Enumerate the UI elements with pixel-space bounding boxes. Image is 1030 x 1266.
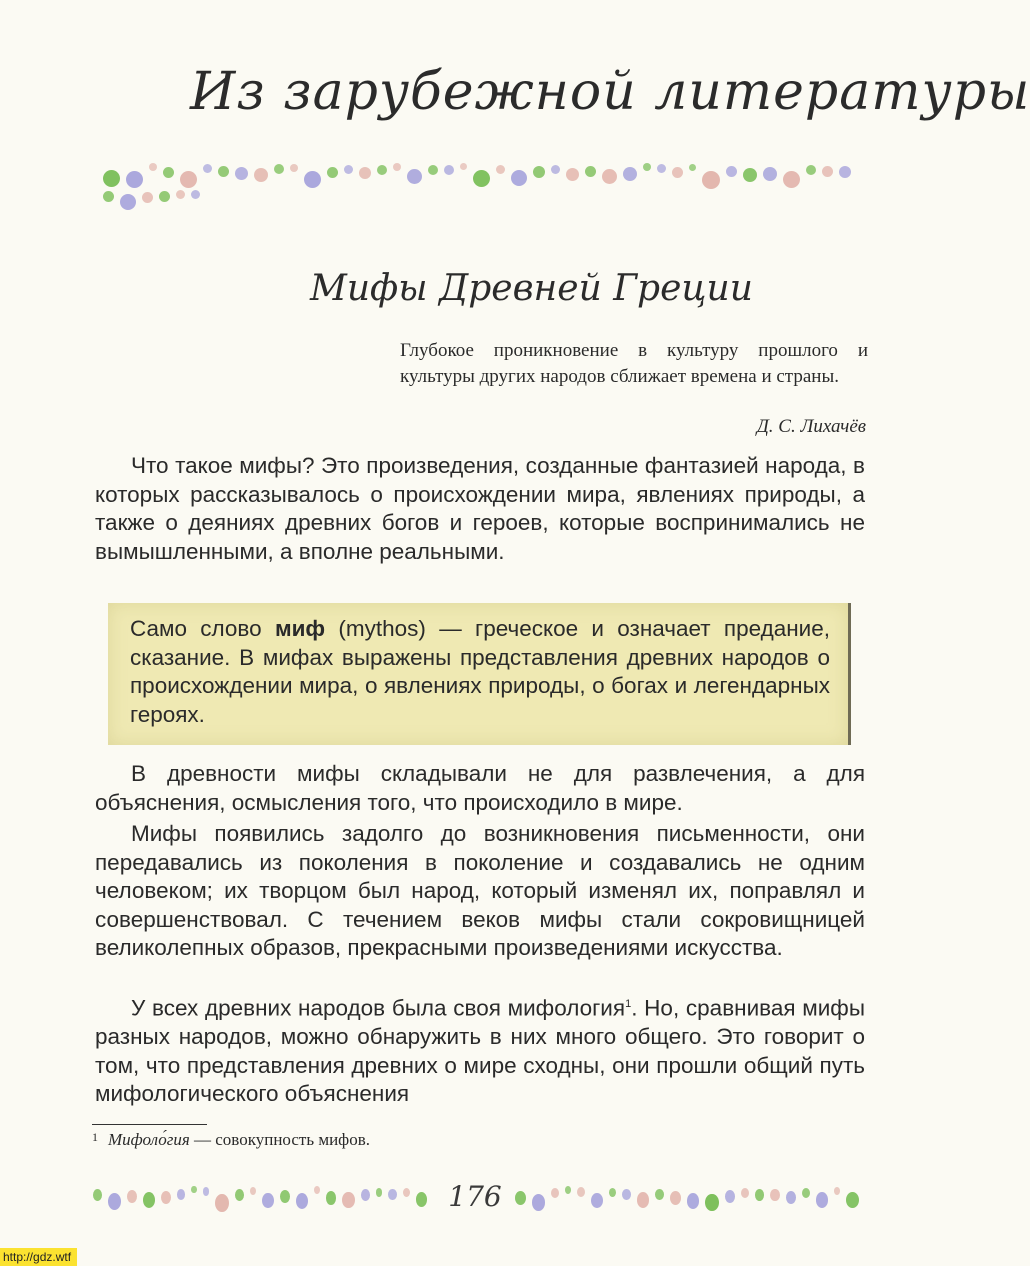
decorative-dot <box>416 1192 427 1207</box>
decorative-dot <box>741 1188 749 1198</box>
decorative-dot <box>816 1192 829 1208</box>
paragraph-purpose: В древности мифы складывали не для развлечения, а для объяснения, осмысления того, что происходило в мире. <box>95 761 865 815</box>
decorative-dot <box>203 164 212 173</box>
page-number: 176 <box>448 1180 502 1213</box>
decorative-dot <box>359 167 371 179</box>
decorative-dot <box>622 1189 631 1200</box>
decorative-dot <box>515 1191 526 1205</box>
decorative-dot <box>602 169 617 184</box>
footnote-definition: — совокупность мифов. <box>189 1130 370 1149</box>
decorative-dot <box>103 170 120 187</box>
decorative-dot <box>327 167 338 178</box>
decorative-dot <box>161 1191 171 1204</box>
decorative-dot <box>591 1193 603 1208</box>
decorative-dot <box>672 167 683 178</box>
decorative-dot <box>687 1193 700 1209</box>
decorative-dot <box>177 1189 185 1200</box>
decorative-dot <box>126 171 143 188</box>
decorative-dot <box>566 168 579 181</box>
decorative-dot <box>393 163 401 171</box>
decorative-dot <box>637 1192 650 1208</box>
chapter-title: Мифы Древней Греции <box>310 268 753 309</box>
decorative-dot <box>846 1192 859 1208</box>
decorative-dot <box>108 1193 121 1210</box>
decorative-dot <box>726 166 737 177</box>
decorative-dot <box>655 1189 664 1200</box>
decorative-dot <box>407 169 422 184</box>
epigraph-author: Д. С. Лихачёв <box>756 416 866 437</box>
decorative-dot <box>176 190 185 199</box>
definition-text <box>130 615 830 729</box>
decorative-dot <box>839 166 851 178</box>
decorative-dot <box>763 167 777 181</box>
decorative-dots-bottom-left <box>90 1178 430 1214</box>
decorative-dot <box>473 170 490 187</box>
decorative-dot <box>577 1187 585 1197</box>
paragraph-mythology <box>95 990 865 1109</box>
decorative-dot <box>203 1187 210 1196</box>
paragraph-intro: Что такое мифы? Это произведения, созданные фантазией народа, в которых рассказывалось о происхождении мира, явлениях природы, а также о деяниях древних богов и героев, которые воспринимались не вымышленными, а вполне реальными. <box>95 453 865 564</box>
decorative-dot <box>532 1194 545 1211</box>
decorative-dot <box>802 1188 810 1198</box>
decorative-dot <box>834 1187 840 1195</box>
definition-term: миф <box>274 616 326 641</box>
decorative-dot <box>705 1194 718 1211</box>
paragraph-mythology-rest: . Но, сравнивая мифы разных народов, можно обнаружить в них много общего. Это говорит о том, что представления древних о мире сходны, они прошли общий путь мифологического объяснения <box>95 995 865 1106</box>
footnote-number: 1 <box>92 1130 98 1144</box>
decorative-dot <box>180 171 197 188</box>
decorative-dot <box>609 1188 616 1197</box>
decorative-dot <box>262 1193 273 1208</box>
decorative-dot <box>533 166 545 178</box>
decorative-dot <box>376 1188 383 1197</box>
decorative-dot <box>786 1191 796 1204</box>
decorative-dot <box>511 170 527 186</box>
decorative-dot <box>103 191 114 202</box>
decorative-dot <box>783 171 800 188</box>
decorative-dot <box>551 1188 559 1198</box>
decorative-dot <box>120 194 136 210</box>
decorative-dot <box>460 163 467 170</box>
decorative-dot <box>215 1194 229 1212</box>
decorative-dot <box>377 165 387 175</box>
definition-text-rest: (mythos) — греческое и означает предание, сказание. В мифах выражены представления древних народов о происхождении мира, о явлениях природы, о богах и легендарных героях. <box>130 616 831 727</box>
decorative-dot <box>342 1192 354 1208</box>
decorative-dot <box>142 192 153 203</box>
decorative-dot <box>235 167 248 180</box>
paragraph-mythology-start: У всех древних народов была своя мифология <box>131 995 626 1021</box>
decorative-dot <box>218 166 229 177</box>
decorative-dot <box>585 166 596 177</box>
decorative-dot <box>743 168 757 182</box>
decorative-dot <box>755 1189 764 1201</box>
decorative-dot <box>191 190 200 199</box>
decorative-dot <box>444 165 454 175</box>
paragraph-origin: Мифы появились задолго до возникновения письменности, они передавались из поколения в поколение и создавались не одним человеком; их творцом был народ, который изменял их, поправлял и совершенствовал. С течением веков мифы стали сокровищницей великолепных образов, прекрасными произведениями искусства. <box>95 821 865 960</box>
decorative-dot <box>93 1189 102 1201</box>
decorative-dot <box>304 171 321 188</box>
decorative-dot <box>702 171 720 189</box>
decorative-dot <box>191 1186 196 1193</box>
decorative-dot <box>290 164 298 172</box>
decorative-dot <box>326 1191 337 1205</box>
footnote-divider <box>92 1124 207 1125</box>
decorative-dot <box>254 168 268 182</box>
section-title: Из зарубежной литературы <box>190 62 1030 122</box>
watermark-link[interactable]: http://gdz.wtf <box>0 1248 77 1266</box>
decorative-dots-top <box>100 160 870 210</box>
decorative-dot <box>280 1190 290 1203</box>
decorative-dot <box>127 1190 137 1203</box>
decorative-dots-bottom-right <box>512 1178 862 1214</box>
definition-text-start: Само слово <box>130 616 275 641</box>
decorative-dot <box>725 1190 735 1203</box>
decorative-dot <box>551 165 560 174</box>
decorative-dot <box>806 165 816 175</box>
decorative-dot <box>235 1189 244 1201</box>
decorative-dot <box>314 1186 320 1194</box>
decorative-dot <box>149 163 157 171</box>
decorative-dot <box>496 165 505 174</box>
decorative-dot <box>403 1188 410 1197</box>
footnote-reference[interactable]: 1 <box>625 998 632 1010</box>
decorative-dot <box>274 164 284 174</box>
decorative-dot <box>143 1192 155 1208</box>
decorative-dot <box>296 1193 308 1209</box>
decorative-dot <box>159 191 170 202</box>
decorative-dot <box>670 1191 681 1205</box>
decorative-dot <box>565 1186 571 1194</box>
decorative-dot <box>689 164 696 171</box>
footnote <box>92 1130 792 1150</box>
decorative-dot <box>770 1189 779 1201</box>
decorative-dot <box>388 1189 396 1200</box>
decorative-dot <box>623 167 637 181</box>
decorative-dot <box>250 1187 256 1195</box>
decorative-dot <box>657 164 666 173</box>
epigraph-text: Глубокое проникновение в культуру прошлого и культуры других народов сближает времена и страны. <box>400 340 868 387</box>
decorative-dot <box>163 167 174 178</box>
definition-box <box>108 603 851 745</box>
decorative-dot <box>361 1189 370 1201</box>
decorative-dot <box>344 165 353 174</box>
decorative-dot <box>643 163 651 171</box>
decorative-dot <box>822 166 833 177</box>
footnote-term: Мифоло́гия <box>108 1130 190 1149</box>
decorative-dot <box>428 165 438 175</box>
